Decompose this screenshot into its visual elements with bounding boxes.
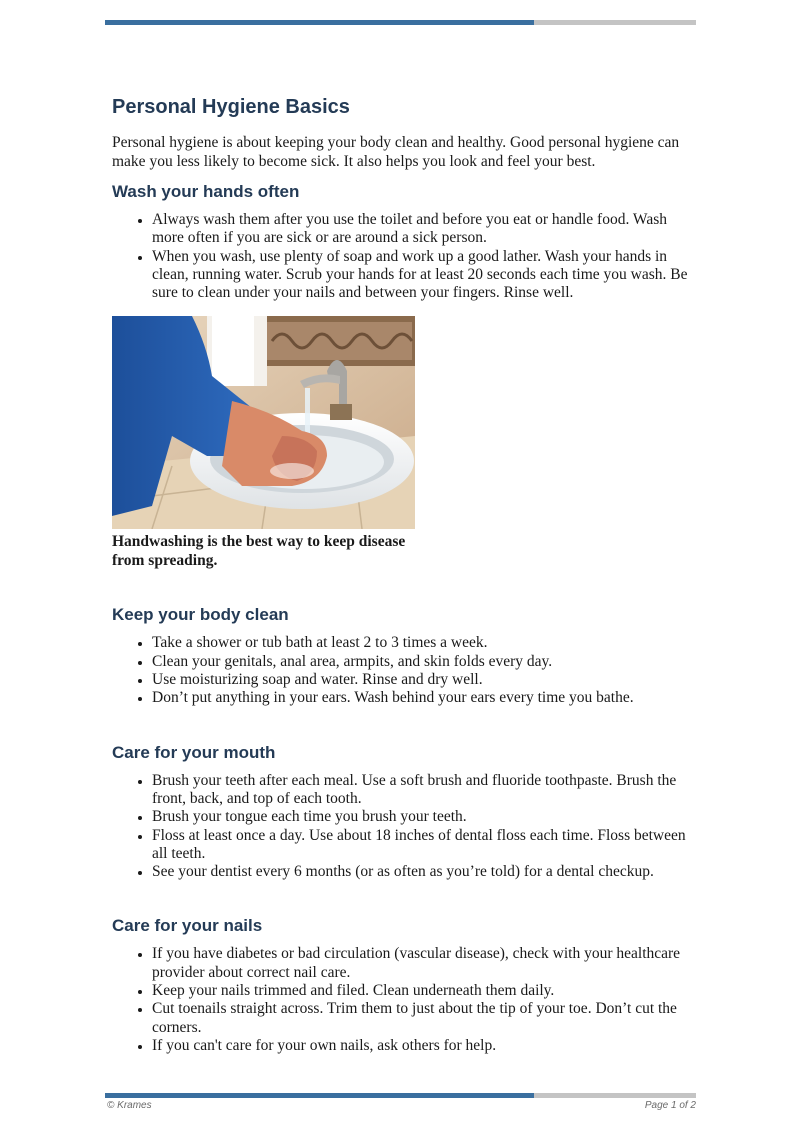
bottom-rule	[105, 1093, 696, 1098]
list-item: • If you have diabetes or bad circulation (vascular disease), check with your healthcare provider about correct nail care.	[152, 945, 692, 982]
bottom-rule-accent	[105, 1093, 534, 1098]
list-item: • Clean your genitals, anal area, armpits, and skin folds every day.	[152, 653, 692, 671]
page-title: Personal Hygiene Basics	[112, 96, 350, 118]
bullet-list	[112, 945, 692, 1055]
list-item: • Take a shower or tub bath at least 2 to 3 times a week.	[152, 634, 692, 652]
section-nail-care	[112, 915, 692, 1055]
list-item: • Keep your nails trimmed and filed. Clean underneath them daily.	[152, 982, 692, 1000]
intro-paragraph: Personal hygiene is about keeping your body clean and healthy. Good personal hygiene can make you less likely to become sick. It also helps you look and feel your best.	[112, 134, 680, 170]
list-item: • Brush your teeth after each meal. Use a soft brush and fluoride toothpaste. Brush the front, back, and top of each tooth.	[152, 772, 692, 809]
copyright-footer: © Krames	[107, 1100, 152, 1111]
list-item: • Brush your tongue each time you brush your teeth.	[152, 808, 692, 826]
image-caption: Handwashing is the best way to keep disease from spreading.	[112, 533, 406, 569]
section-heading: Keep your body clean	[112, 605, 289, 625]
bullet-list	[112, 772, 692, 882]
bullet-list	[112, 634, 692, 707]
top-rule-accent	[105, 20, 534, 25]
section-body-clean	[112, 604, 692, 707]
section-heading: Care for your mouth	[112, 742, 276, 762]
list-item: • See your dentist every 6 months (or as often as you’re told) for a dental checkup.	[152, 863, 692, 881]
list-item: • Use moisturizing soap and water. Rinse and dry well.	[152, 671, 692, 689]
list-item: • If you can't care for your own nails, ask others for help.	[152, 1037, 692, 1055]
section-heading: Care for your nails	[112, 916, 263, 936]
list-item: • Don’t put anything in your ears. Wash behind your ears every time you bathe.	[152, 689, 692, 707]
section-wash-hands	[112, 181, 692, 570]
list-item: • Always wash them after you use the toilet and before you eat or handle food. Wash more often if you are sick or are around a sick person.	[152, 211, 692, 248]
section-mouth-care	[112, 742, 692, 882]
section-heading: Wash your hands often	[112, 182, 300, 201]
document-body	[112, 94, 692, 1055]
list-item: • Cut toenails straight across. Trim them to just about the tip of your toe. Don’t cut the corners.	[152, 1000, 692, 1037]
handwashing-photo	[112, 316, 415, 529]
top-rule	[105, 20, 696, 25]
page-number-footer: Page 1 of 2	[644, 1100, 696, 1111]
list-item: • Floss at least once a day. Use about 18 inches of dental floss each time. Floss between all teeth.	[152, 827, 692, 864]
bullet-list	[112, 211, 692, 302]
list-item: • When you wash, use plenty of soap and work up a good lather. Wash your hands in clean, running water. Scrub your hands for at least 20 seconds each time you wash. Be sure to clean under your nails and between your fingers. Rinse well.	[152, 248, 692, 303]
